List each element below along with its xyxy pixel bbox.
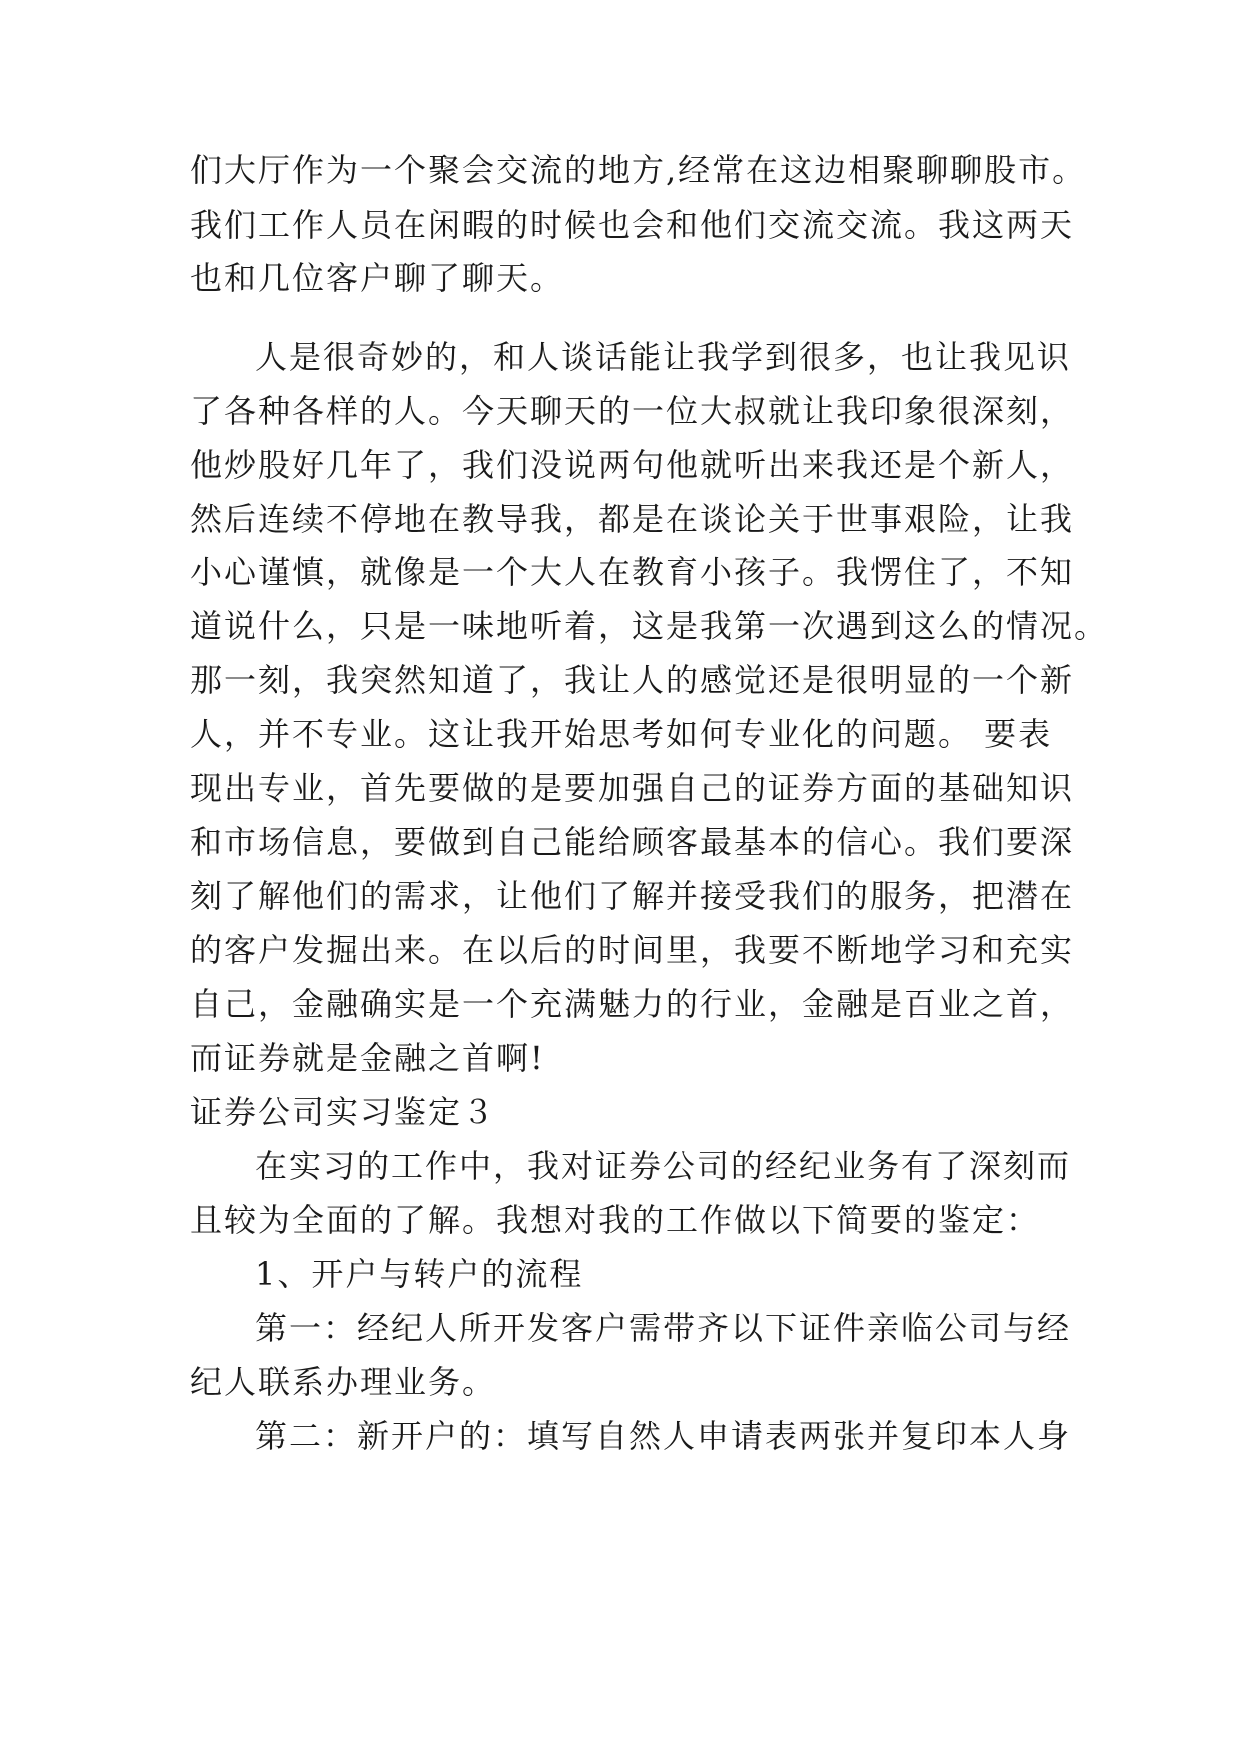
text-line: 道说什么，只是一味地听着，这是我第一次遇到这么的情况。 bbox=[190, 607, 1109, 645]
text-line: 刻了解他们的需求，让他们了解并接受我们的服务，把潜在 bbox=[190, 877, 1075, 915]
text-line: 和市场信息，要做到自己能给顾客最基本的信心。我们要深 bbox=[190, 823, 1075, 861]
text-line: 现出专业，首先要做的是要加强自己的证券方面的基础知识 bbox=[190, 769, 1075, 807]
text-line: 然后连续不停地在教导我，都是在谈论关于世事艰险，让我 bbox=[190, 500, 1075, 538]
text-line: 自己，金融确实是一个充满魅力的行业，金融是百业之首， bbox=[190, 985, 1075, 1023]
paragraph-start-line: 在实习的工作中，我对证券公司的经纪业务有了深刻而 bbox=[255, 1147, 1072, 1185]
section-heading: 证券公司实习鉴定３ bbox=[190, 1093, 497, 1131]
text-line: 那一刻，我突然知道了，我让人的感觉还是很明显的一个新 bbox=[190, 661, 1075, 699]
text-line: 了各种各样的人。今天聊天的一位大叔就让我印象很深刻， bbox=[190, 392, 1075, 430]
text-line: 而证券就是金融之首啊! bbox=[190, 1039, 545, 1077]
text-line: 且较为全面的了解。我想对我的工作做以下简要的鉴定： bbox=[190, 1201, 1041, 1239]
list-item-heading: 1、开户与转户的流程 bbox=[255, 1255, 584, 1293]
text-line: 的客户发掘出来。在以后的时间里，我要不断地学习和充实 bbox=[190, 931, 1075, 969]
paragraph-start-line: 第二：新开户的：填写自然人申请表两张并复印本人身 bbox=[255, 1417, 1072, 1455]
text-line: 也和几位客户聊了聊天。 bbox=[190, 259, 565, 297]
text-line: 们大厅作为一个聚会交流的地方,经常在这边相聚聊聊股市。 bbox=[190, 151, 1087, 189]
text-line: 他炒股好几年了，我们没说两句他就听出来我还是个新人， bbox=[190, 446, 1075, 484]
text-line: 小心谨慎，就像是一个大人在教育小孩子。我愣住了，不知 bbox=[190, 553, 1075, 591]
paragraph-start-line: 人是很奇妙的，和人谈话能让我学到很多，也让我见识 bbox=[255, 338, 1072, 376]
paragraph-start-line: 第一：经纪人所开发客户需带齐以下证件亲临公司与经 bbox=[255, 1309, 1072, 1347]
text-line: 纪人联系办理业务。 bbox=[190, 1363, 497, 1401]
text-line: 我们工作人员在闲暇的时候也会和他们交流交流。我这两天 bbox=[190, 206, 1075, 244]
text-line: 人，并不专业。这让我开始思考如何专业化的问题。 要表 bbox=[190, 715, 1053, 753]
